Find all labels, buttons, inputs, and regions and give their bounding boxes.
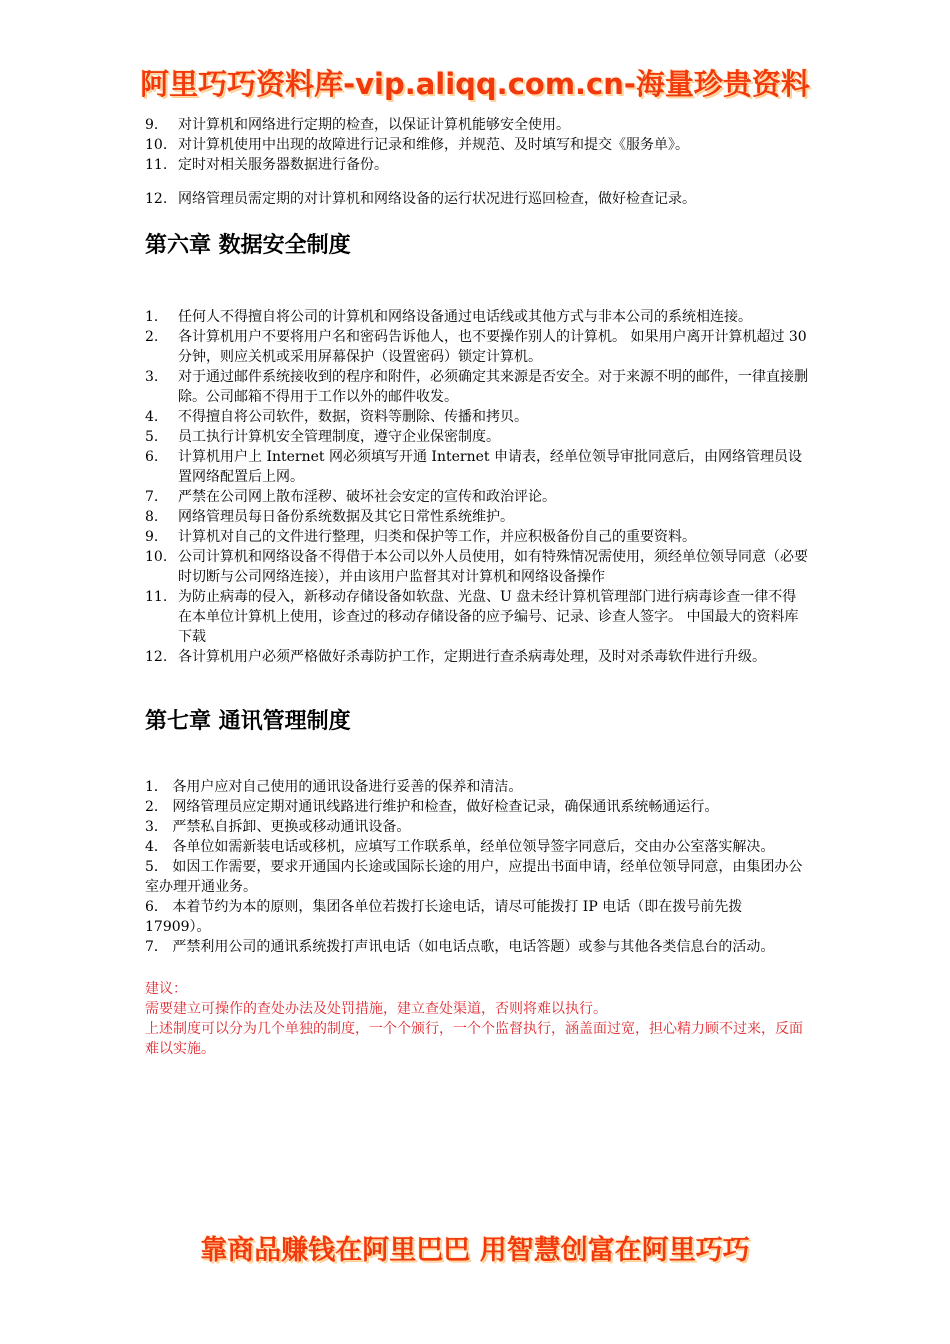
chapter7-paragraph: 4． 各单位如需新装电话或移机，应填写工作联系单，经单位领导签字同意后，交由办公室落实解决。 [145, 839, 775, 855]
chapter7-paragraph: 7． 严禁利用公司的通讯系统拨打声讯电话（如电话点歌，电话答题）或参与其他各类信息台的活动。 [145, 939, 775, 955]
item-text: 计算机对自己的文件进行整理，归类和保护等工作，并应积极备份自己的重要资料。 [178, 529, 696, 545]
item-number: 7. [145, 489, 159, 505]
list-spacer [145, 175, 808, 189]
list-item [145, 155, 808, 175]
item-text: 各计算机用户不要将用户名和密码告诉他人，也不要操作别人的计算机。 如果用户离开计算机超过 30 分钟，则应关机或采用屏幕保护（设置密码）锁定计算机。 [178, 329, 807, 365]
list-item [145, 487, 808, 507]
suggestion-label: 建议： [145, 981, 187, 997]
chapter6-title: 第六章 数据安全制度 [145, 233, 351, 258]
item-text: 网络管理员每日备份系统数据及其它日常性系统维护。 [178, 509, 514, 525]
list-item [145, 427, 808, 447]
item-number: 11. [145, 589, 168, 605]
item-number: 11. [145, 157, 168, 173]
item-text: 对计算机和网络进行定期的检查，以保证计算机能够安全使用。 [178, 117, 570, 133]
item-text: 定时对相关服务器数据进行备份。 [178, 157, 388, 173]
list-item [145, 307, 808, 327]
item-text: 不得擅自将公司软件，数据，资料等删除、传播和拷贝。 [178, 409, 528, 425]
item-number: 4. [145, 409, 159, 425]
item-text: 任何人不得擅自将公司的计算机和网络设备通过电话线或其他方式与非本公司的系统相连接。 [178, 309, 752, 325]
chapter6-list [145, 307, 808, 667]
item-text: 严禁在公司网上散布淫秽、破坏社会安定的宣传和政治评论。 [178, 489, 556, 505]
item-text: 为防止病毒的侵入，新移动存储设备如软盘、光盘、U 盘未经计算机管理部门进行病毒诊查一律不得在本单位计算机上使用，诊查过的移动存储设备的应予编号、记录、诊查人签字。 中国最大的资料库下载 [178, 589, 799, 645]
item-number: 8. [145, 509, 159, 525]
item-number: 9. [145, 529, 159, 545]
list-item [145, 547, 808, 587]
item-number: 2. [145, 329, 159, 345]
item-text: 计算机用户上 Internet 网必须填写开通 Internet 申请表，经单位领导审批同意后，由网络管理员设置网络配置后上网。 [178, 449, 802, 485]
chapter7-paragraph: 6． 本着节约为本的原则，集团各单位若拨打长途电话，请尽可能拨打 IP 电话（即在拨号前先拨 17909）。 [145, 899, 743, 935]
item-number: 10. [145, 549, 168, 565]
list-item [145, 135, 808, 155]
chapter7-title: 第七章 通讯管理制度 [145, 709, 351, 734]
list-item [145, 407, 808, 427]
list-item [145, 115, 808, 135]
item-number: 3. [145, 369, 159, 385]
header-banner: 阿里巧巧资料库-vip.aliqq.com.cn-海量珍贵资料 [140, 67, 810, 101]
suggestion-line: 上述制度可以分为几个单独的制度，一个个颁行，一个个监督执行，涵盖面过宽，担心精力顾不过来，反面难以实施。 [145, 1021, 803, 1057]
item-number: 10. [145, 137, 168, 153]
top-list [145, 115, 808, 209]
chapter7-paragraph: 3． 严禁私自拆卸、更换或移动通讯设备。 [145, 819, 411, 835]
chapter7-paragraph: 5． 如因工作需要，要求开通国内长途或国际长途的用户，应提出书面申请，经单位领导同意，由集团办公室办理开通业务。 [145, 859, 803, 895]
list-item [145, 527, 808, 547]
list-item [145, 587, 808, 647]
footer-banner: 靠商品赚钱在阿里巴巴 用智慧创富在阿里巧巧 [200, 1235, 750, 1266]
list-item [145, 507, 808, 527]
item-text: 对计算机使用中出现的故障进行记录和维修，并规范、及时填写和提交《服务单》。 [178, 137, 689, 153]
item-text: 网络管理员需定期的对计算机和网络设备的运行状况进行巡回检查，做好检查记录。 [178, 191, 696, 207]
item-number: 1. [145, 309, 159, 325]
list-item [145, 647, 808, 667]
item-text: 对于通过邮件系统接收到的程序和附件，必须确定其来源是否安全。对于来源不明的邮件，一律直接删除。公司邮箱不得用于工作以外的邮件收发。 [178, 369, 808, 405]
suggestion-line: 需要建立可操作的查处办法及处罚措施，建立查处渠道，否则将难以执行。 [145, 1001, 607, 1017]
list-item [145, 367, 808, 407]
suggestion-block [145, 979, 808, 1059]
item-number: 6. [145, 449, 159, 465]
item-text: 公司计算机和网络设备不得借于本公司以外人员使用，如有特殊情况需使用，须经单位领导同意（必要时切断与公司网络连接），并由该用户监督其对计算机和网络设备操作 [178, 549, 808, 585]
chapter7-paragraph: 2． 网络管理员应定期对通讯线路进行维护和检查，做好检查记录，确保通讯系统畅通运行。 [145, 799, 719, 815]
item-number: 5. [145, 429, 159, 445]
item-text: 各计算机用户必须严格做好杀毒防护工作，定期进行查杀病毒处理，及时对杀毒软件进行升级。 [178, 649, 766, 665]
chapter7-body [145, 777, 808, 957]
item-number: 12. [145, 191, 168, 207]
chapter7-paragraph: 1． 各用户应对自己使用的通讯设备进行妥善的保养和清洁。 [145, 779, 523, 795]
document-body [145, 115, 808, 1059]
item-number: 12. [145, 649, 168, 665]
item-text: 员工执行计算机安全管理制度，遵守企业保密制度。 [178, 429, 500, 445]
list-item [145, 327, 808, 367]
list-item [145, 189, 808, 209]
list-item [145, 447, 808, 487]
item-number: 9. [145, 117, 159, 133]
